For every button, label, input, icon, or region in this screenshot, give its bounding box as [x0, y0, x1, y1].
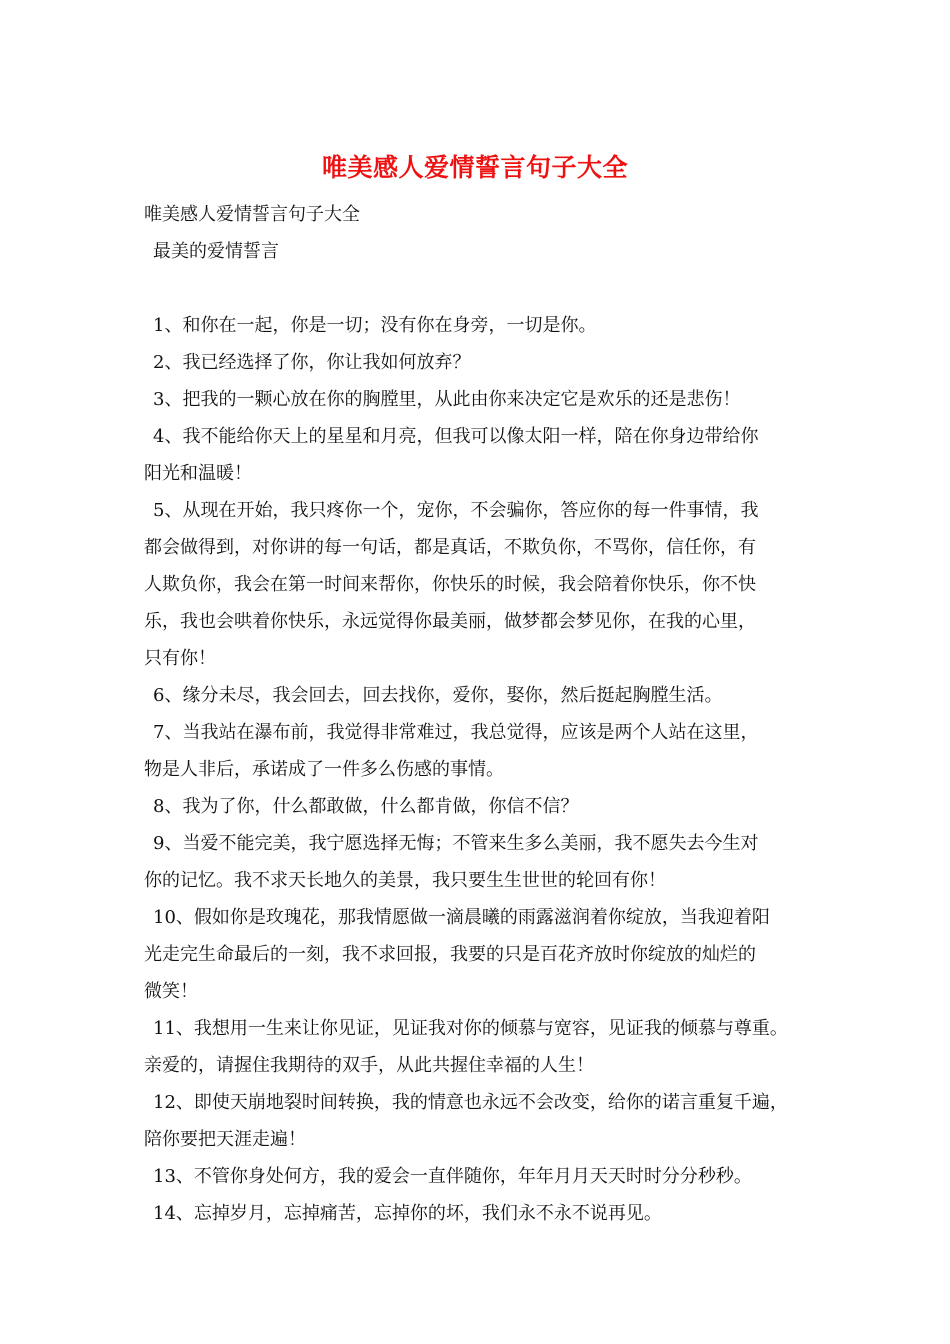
quote-line: 5、从现在开始，我只疼你一个，宠你，不会骗你，答应你的每一件事情，我	[153, 500, 759, 521]
section-heading: 最美的爱情誓言	[153, 241, 279, 262]
quote-line: 7、当我站在瀑布前，我觉得非常难过，我总觉得，应该是两个人站在这里，	[153, 722, 759, 743]
quote-line: 1、和你在一起，你是一切；没有你在身旁，一切是你。	[153, 315, 597, 336]
document-body	[144, 196, 816, 1232]
quote-line-continued: 微笑！	[144, 981, 198, 1002]
quote-line: 10、假如你是玫瑰花，那我情愿做一滴晨曦的雨露滋润着你绽放，当我迎着阳	[153, 907, 770, 928]
blank-line	[144, 270, 816, 307]
document-title: 唯美感人爱情誓言句子大全	[321, 153, 628, 182]
quote-line: 3、把我的一颗心放在你的胸膛里，从此由你来决定它是欢乐的还是悲伤！	[153, 389, 741, 410]
quote-line: 8、我为了你，什么都敢做，什么都肯做，你信不信？	[153, 796, 579, 817]
quote-line-continued: 物是人非后，承诺成了一件多么伤感的事情。	[144, 759, 504, 780]
quote-line: 12、即使天崩地裂时间转换，我的情意也永远不会改变，给你的诺言重复千遍，	[153, 1092, 788, 1113]
quote-line-continued: 你的记忆。我不求天长地久的美景，我只要生生世世的轮回有你！	[144, 870, 666, 891]
quote-line: 14、忘掉岁月，忘掉痛苦，忘掉你的坏，我们永不永不说再见。	[153, 1203, 662, 1224]
quote-line: 9、当爱不能完美，我宁愿选择无悔；不管来生多么美丽，我不愿失去今生对	[153, 833, 759, 854]
quote-line-continued: 亲爱的，请握住我期待的双手，从此共握住幸福的人生！	[144, 1055, 594, 1076]
document-subtitle: 唯美感人爱情誓言句子大全	[144, 204, 360, 225]
quote-line-continued: 阳光和温暖！	[144, 463, 252, 484]
quote-line-continued: 光走完生命最后的一刻，我不求回报，我要的只是百花齐放时你绽放的灿烂的	[144, 944, 756, 965]
quote-line: 6、缘分未尽，我会回去，回去找你，爱你，娶你，然后挺起胸膛生活。	[153, 685, 723, 706]
quote-line-continued: 乐，我也会哄着你快乐，永远觉得你最美丽，做梦都会梦见你，在我的心里，	[144, 611, 756, 632]
quote-line: 13、不管你身处何方，我的爱会一直伴随你，年年月月天天时时分分秒秒。	[153, 1166, 752, 1187]
quote-line: 2、我已经选择了你，你让我如何放弃？	[153, 352, 471, 373]
quote-line-continued: 陪你要把天涯走遍！	[144, 1129, 306, 1150]
quote-line: 4、我不能给你天上的星星和月亮，但我可以像太阳一样，陪在你身边带给你	[153, 426, 759, 447]
quote-line-continued: 只有你！	[144, 648, 216, 669]
quote-line-continued: 人欺负你，我会在第一时间来帮你，你快乐的时候，我会陪着你快乐，你不快	[144, 574, 756, 595]
quote-line-continued: 都会做得到，对你讲的每一句话，都是真话，不欺负你，不骂你，信任你，有	[144, 537, 756, 558]
quote-line: 11、我想用一生来让你见证，见证我对你的倾慕与宽容，见证我的倾慕与尊重。	[153, 1018, 788, 1039]
